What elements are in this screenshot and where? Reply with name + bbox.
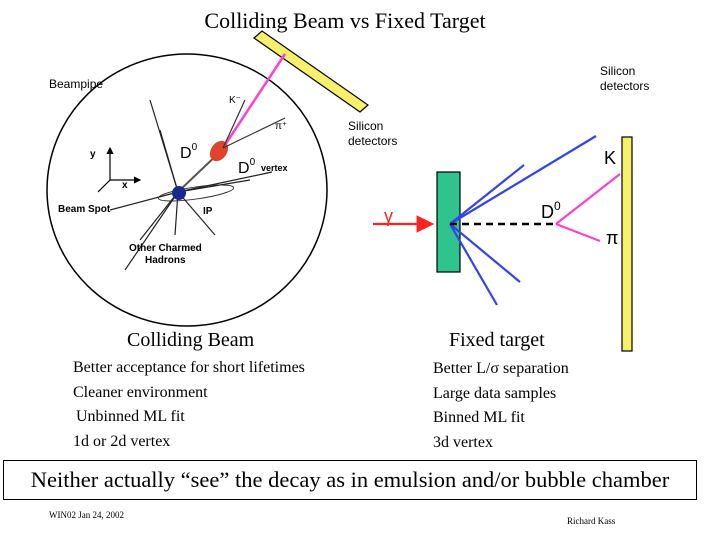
target-block	[437, 172, 460, 272]
kaon-track	[223, 100, 245, 148]
footer-right: Richard Kass	[567, 516, 616, 526]
pi-label: π	[606, 228, 619, 248]
vertex-word-label: vertex	[261, 163, 288, 173]
x-axis-label: x	[122, 180, 128, 191]
list-item: Binned ML fit	[433, 409, 525, 426]
d0-label: $D^0$	[180, 142, 198, 162]
other-hadrons-label-1: Other Charmed	[129, 243, 202, 254]
beam-spot-ellipse	[158, 182, 235, 204]
pion-label: π⁺	[275, 121, 288, 132]
silicon-detectors-label-left: Silicon detectors	[600, 64, 650, 93]
blue-tracks	[450, 136, 596, 305]
footer-left: WIN02 Jan 24, 2002	[49, 510, 124, 520]
ip-label: IP	[203, 206, 213, 217]
list-item: Better acceptance for short lifetimes	[73, 359, 305, 376]
gamma-label: γ	[384, 206, 393, 226]
d0-label-right: $D^0$	[541, 199, 561, 222]
beam-spot-label: Beam Spot	[58, 204, 111, 215]
beampipe-label: Beampipe	[49, 77, 104, 91]
silicon-detectors-label-right: Silicon detectors	[348, 119, 398, 148]
list-item: Better L/σ separation	[433, 360, 569, 377]
k-label: K	[604, 148, 617, 168]
axes-icon	[98, 148, 140, 192]
other-hadrons-label-2: Hadrons	[145, 255, 186, 266]
list-item: 1d or 2d vertex	[73, 432, 171, 450]
conclusion-banner: Neither actually “see” the decay as in emulsion and/or bubble chamber	[3, 460, 697, 500]
silicon-detector-plane	[622, 137, 632, 351]
y-axis-label: y	[90, 149, 96, 160]
list-item: Large data samples	[433, 384, 557, 402]
list-item: 3d vertex	[433, 433, 493, 451]
k-track	[556, 174, 620, 224]
colliding-beam-heading: Colliding Beam	[127, 329, 255, 351]
colliding-beam-list	[73, 356, 305, 454]
fixed-target-heading: Fixed target	[449, 329, 545, 351]
d0-vertex-label: $D^0$	[238, 157, 256, 177]
ip-blob	[172, 186, 186, 200]
page-title: Colliding Beam vs Fixed Target	[204, 8, 486, 33]
fixed-target-diagram	[373, 136, 632, 351]
kaon-label: K⁻	[229, 95, 241, 106]
list-item: Cleaner environment	[73, 383, 208, 401]
pi-track	[556, 224, 600, 241]
colliding-beam-diagram	[47, 31, 368, 326]
list-item: Unbinned ML fit	[76, 408, 185, 425]
fixed-target-list	[433, 357, 569, 455]
silicon-detector-bar	[254, 31, 368, 112]
